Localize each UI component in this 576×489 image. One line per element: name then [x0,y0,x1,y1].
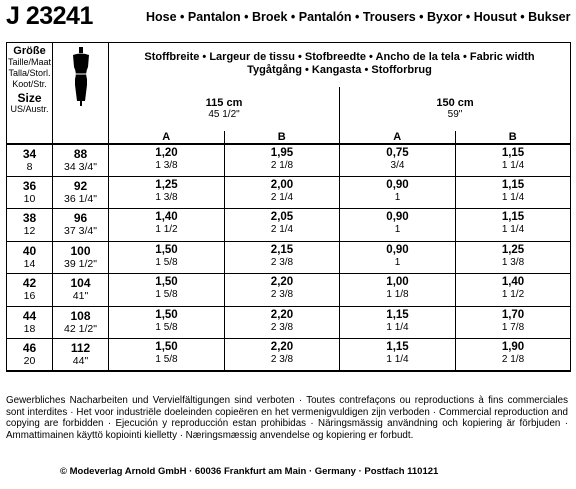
yardage-cell [225,144,340,177]
measure-inch: 34 3/4" [64,160,97,173]
dress-form-cell [53,43,109,144]
yardage-yards: 2 3/8 [270,321,294,333]
yardage-yards: 1 1/4 [501,191,525,203]
yardage-yards: 1 3/8 [155,191,178,203]
size-label-groesse: Größe [13,45,46,57]
yardage-yards: 1 3/8 [155,159,178,171]
yardage-cell [340,241,456,274]
yardage-yards: 1 5/8 [155,321,178,333]
table-row [7,241,571,274]
table-row [7,339,571,372]
yardage-meters: 1,50 [155,308,178,321]
yardage-cell [456,274,571,307]
measure-inch: 41" [72,290,89,302]
size-us: 18 [23,322,36,335]
width-115-cm: 115 cm [205,97,243,109]
size-label-size: Size [17,91,42,105]
yardage-yards: 1 1/4 [501,159,525,171]
yardage-meters: 1,50 [155,276,178,288]
yardage-yards: 2 1/4 [270,191,294,203]
size-us: 8 [26,160,33,173]
size-eu: 36 [22,178,37,193]
fabric-width-title-2: Tygåtgång • Kangasta • Stofforbrug [247,64,432,76]
measure-cell [53,274,109,307]
yardage-meters: 1,00 [386,276,409,288]
yardage-cell [109,176,225,209]
fabric-width-title-1: Stoffbreite • Largeur de tissu • Stofbreedte • Ancho de la tela • Fabric width [144,51,535,63]
yardage-meters: 1,90 [501,341,525,353]
size-eu: 42 [22,276,37,290]
yardage-meters: 0,90 [386,211,409,223]
yardage-yards: 1 5/8 [155,289,178,300]
measure-cell [53,306,109,339]
dress-form-icon [69,45,93,109]
yardage-cell [456,209,571,242]
table-row [7,144,571,177]
yardage-meters: 2,20 [270,308,294,321]
yardage-yards: 1 1/2 [155,224,178,235]
measure-cell [53,209,109,242]
yardage-meters: 1,40 [155,211,178,223]
table-row [7,306,571,339]
measure-cm: 100 [70,243,91,258]
size-eu: 34 [22,146,37,161]
yardage-meters: 1,15 [501,211,525,223]
measure-inch: 37 3/4" [64,225,97,237]
col-letter-a1: A [109,131,225,143]
pattern-code: J 23241 [6,2,93,30]
yardage-cell [456,339,571,372]
yardage-meters: 2,00 [270,178,294,191]
yardage-cell [225,339,340,372]
yardage-meters: 1,50 [155,341,178,353]
yardage-cell [340,306,456,339]
table-row [7,176,571,209]
yardage-yards: 2 3/8 [270,354,294,365]
yardage-meters: 1,15 [501,178,525,191]
measure-cm: 92 [73,178,88,193]
measure-cell [53,241,109,274]
size-us: 12 [23,225,36,237]
measure-cm: 108 [70,308,91,323]
yardage-yards: 1 1/4 [386,321,409,333]
width-150-cm: 150 cm [436,97,474,109]
yardage-cell [456,176,571,209]
col-letter-b1: B [277,130,286,143]
size-us: 20 [23,355,36,367]
size-cell [7,339,53,372]
yardage-meters: 2,15 [270,243,294,256]
yardage-cell [225,306,340,339]
yardage-yards: 2 1/4 [270,224,294,235]
size-label-cell [7,43,53,144]
garment-titles: Hose • Pantalon • Broek • Pantalón • Trousers • Byxor • Housut • Bukser [146,10,571,24]
yardage-meters: 0,90 [386,243,409,256]
yardage-meters: 1,15 [501,146,525,159]
yardage-cell [225,209,340,242]
yardage-meters: 1,70 [501,308,525,321]
measure-cell [53,339,109,372]
yardage-cell [456,241,571,274]
yardage-cell [225,176,340,209]
measure-cell [53,144,109,177]
yardage-yards: 1 1/2 [501,289,525,300]
yardage-cell [225,274,340,307]
size-label-line3: Talla/Storl. [8,68,51,78]
yardage-cell [340,176,456,209]
yardage-yards: 2 3/8 [270,289,294,300]
size-cell [7,274,53,307]
yardage-meters: 1,25 [155,178,178,191]
size-cell [7,241,53,274]
yardage-yards: 2 1/8 [270,159,294,171]
yardage-cell [109,209,225,242]
yardage-meters: 1,20 [155,146,178,159]
header [6,2,572,32]
yardage-meters: 1,15 [386,341,409,353]
yardage-cell [340,144,456,177]
measure-inch: 39 1/2" [64,257,97,270]
size-us: 14 [23,257,36,270]
table-row [7,209,571,242]
publisher-info: © Modeverlag Arnold GmbH · 60036 Frankfurt am Main · Germany · Postfach 110121 [60,466,439,477]
col-letter-b2: B [508,130,517,143]
yardage-yards: 1 1/8 [386,289,409,300]
measure-cm: 112 [70,341,91,355]
measure-cell [53,176,109,209]
col-letter-a2: A [340,131,456,143]
yardage-cell [456,144,571,177]
size-cell [7,209,53,242]
size-cell [7,144,53,177]
width-150-inch: 59" [447,109,463,120]
size-eu: 38 [22,211,37,225]
yardage-yards: 1 3/8 [501,256,525,268]
yardage-cell [225,241,340,274]
width-115-inch: 45 1/2" [208,109,240,120]
yardage-yards: 3/4 [390,159,405,171]
yardage-meters: 0,90 [386,178,409,191]
yardage-cell [109,241,225,274]
yardage-meters: 0,75 [386,146,409,159]
yardage-cell [340,209,456,242]
size-eu: 44 [22,308,37,323]
yardage-meters: 1,40 [501,276,525,288]
measure-cm: 104 [70,276,91,290]
yardage-cell [456,306,571,339]
yardage-cell [109,339,225,372]
fabric-width-header [109,43,571,144]
yardage-meters: 2,05 [270,211,294,223]
yardage-yards: 1 [394,256,401,268]
yardage-yards: 2 3/8 [270,256,294,268]
yardage-cell [109,274,225,307]
size-us: 16 [23,290,36,302]
yardage-yards: 1 5/8 [155,354,178,365]
yardage-yards: 1 5/8 [155,256,178,268]
size-label-line4: Koot/Str. [12,79,47,89]
yardage-yards: 1 1/4 [386,354,409,365]
yardage-meters: 1,15 [386,308,409,321]
size-cell [7,176,53,209]
yardage-yards: 1 [394,191,401,203]
size-us: 10 [23,192,36,205]
yardage-meters: 1,50 [155,243,178,256]
size-label-us: US/Austr. [10,104,49,114]
yardage-yards: 1 [394,224,401,235]
yardage-meters: 2,20 [270,276,294,288]
measure-cm: 96 [73,211,88,225]
yardage-cell [340,274,456,307]
yardage-cell [340,339,456,372]
measure-inch: 44" [72,355,89,367]
size-eu: 46 [22,341,37,355]
yardage-cell [109,306,225,339]
measure-inch: 36 1/4" [64,192,97,205]
measure-inch: 42 1/2" [64,322,97,335]
yardage-cell [109,144,225,177]
yardage-yards: 1 7/8 [501,321,525,333]
measure-cm: 88 [73,146,88,161]
table-row [7,274,571,307]
yardage-yards: 1 1/4 [501,224,525,235]
yardage-yards: 2 1/8 [501,354,525,365]
size-label-line2: Taille/Maat [7,57,52,67]
fabric-requirements-table [6,42,571,372]
copyright-notice: Gewerbliches Nacharbeiten und Vervielfältigungen sind verboten · Toutes contrefaçons ou reproductions à fins commerciales sont interdites · Het voor industriële doeleinden copieëren en het vermenigvuldigen zijn verboden · Commercial reproduction and copying are forbidden · Ejecución y reproducción estan prohibidas · Näringsmässig användning och kopiering är förbjuden · Ammattimainen käyttö kopiointi kielletty · Næringsmæssig anvendelse og kopiering er forbudt. [6,395,568,441]
size-cell [7,306,53,339]
yardage-meters: 1,25 [501,243,525,256]
size-eu: 40 [22,243,37,258]
yardage-meters: 2,20 [270,341,294,353]
yardage-meters: 1,95 [270,146,294,159]
